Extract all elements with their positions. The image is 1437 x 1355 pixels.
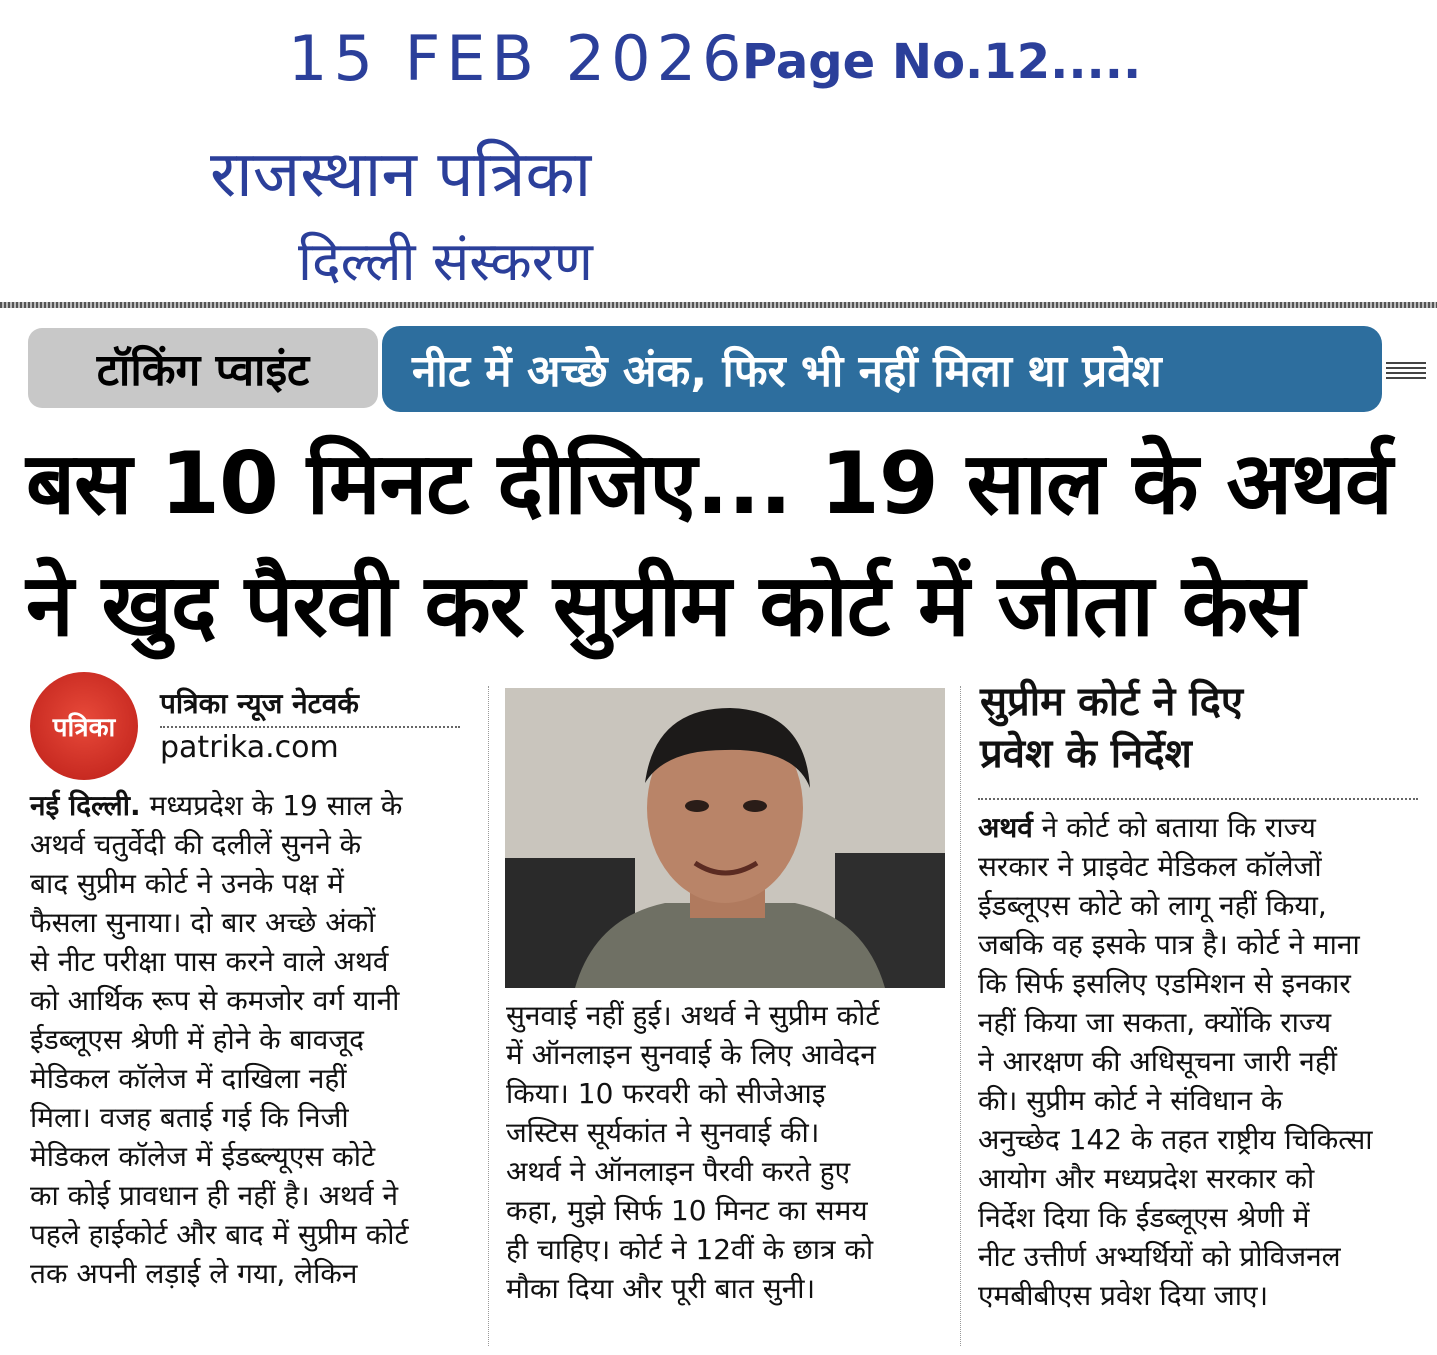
text-line: आयोग और मध्यप्रदेश सरकार को (978, 1162, 1315, 1195)
text-line: कि सिर्फ इसलिए एडमिशन से इनकार (978, 967, 1351, 1000)
portrait-photo (505, 688, 945, 988)
text-line: जबकि वह इसके पात्र है। कोर्ट ने माना (978, 928, 1360, 961)
patrika-logo (30, 672, 138, 780)
text-line: तक अपनी लड़ाई ले गया, लेकिन (30, 1257, 358, 1290)
text-line: पहले हाईकोर्ट और बाद में सुप्रीम कोर्ट (30, 1218, 409, 1251)
headline-line-1: बस 10 मिनट दीजिए... 19 साल के अथर्व (26, 434, 1392, 534)
stamp-date: 15 FEB 2026 (288, 22, 748, 95)
article-column-2 (506, 996, 946, 1308)
text-line: नीट उत्तीर्ण अभ्यर्थियों को प्रोविजनल (978, 1240, 1341, 1273)
topic-banner: नीट में अच्छे अंक, फिर भी नहीं मिला था प्रवेश (382, 326, 1382, 412)
text-line: सुनवाई नहीं हुई। अथर्व ने सुप्रीम कोर्ट (506, 999, 880, 1032)
portrait-illustration (505, 688, 945, 988)
text-line: ईडब्लूएस कोटे को लागू नहीं किया, (978, 889, 1327, 922)
text-line: अथर्व चतुर्वेदी की दलीलें सुनने के (30, 828, 362, 861)
subhead-divider (978, 798, 1418, 800)
article-column-1 (30, 786, 470, 1293)
stamp-edition: दिल्ली संस्करण (298, 230, 593, 293)
text-line: नहीं किया जा सकता, क्योंकि राज्य (978, 1006, 1332, 1039)
text-line: बाद सुप्रीम कोर्ट ने उनके पक्ष में (30, 867, 344, 900)
text-line: जस्टिस सूर्यकांत ने सुनवाई की। (506, 1116, 820, 1149)
byline-divider (160, 726, 460, 728)
text-line: से नीट परीक्षा पास करने वाले अथर्व (30, 945, 389, 978)
text-line: मौका दिया और पूरी बात सुनी। (506, 1272, 816, 1305)
text-line: ने आरक्षण की अधिसूचना जारी नहीं (978, 1045, 1337, 1078)
text-line: निर्देश दिया कि ईडब्लूएस श्रेणी में (978, 1201, 1310, 1234)
article-column-3 (978, 808, 1418, 1315)
subheadline-line-1: सुप्रीम कोर्ट ने दिए (980, 679, 1244, 725)
section-tag: टॉकिंग प्वाइंट (28, 328, 378, 408)
text-line: ईडब्लूएस श्रेणी में होने के बावजूद (30, 1023, 365, 1056)
text-line: मिला। वजह बताई गई कि निजी (30, 1101, 349, 1134)
text-line: फैसला सुनाया। दो बार अच्छे अंकों (30, 906, 376, 939)
text-line: अनुच्छेद 142 के तहत राष्ट्रीय चिकित्सा (978, 1123, 1373, 1156)
text-line: अथर्व ने ऑनलाइन पैरवी करते हुए (506, 1155, 851, 1188)
banner-decoration (1386, 362, 1426, 380)
text-line: सरकार ने प्राइवेट मेडिकल कॉलेजों (978, 850, 1322, 883)
lead-word: अथर्व (978, 811, 1033, 844)
text-line: में ऑनलाइन सुनवाई के लिए आवेदन (506, 1038, 876, 1071)
top-divider (0, 302, 1437, 308)
dateline: नई दिल्ली. (30, 789, 141, 822)
text-line: मेडिकल कॉलेज में ईडब्ल्यूएस कोटे (30, 1140, 376, 1173)
byline-site: patrika.com (160, 730, 339, 765)
text-line: एमबीबीएस प्रवेश दिया जाए। (978, 1279, 1269, 1312)
logo-text: पत्रिका (52, 713, 116, 743)
headline-line-2: ने खुद पैरवी कर सुप्रीम कोर्ट में जीता केस (26, 556, 1305, 656)
stamp-newspaper-name: राजस्थान पत्रिका (210, 138, 592, 212)
column-rule (488, 686, 489, 1346)
column-rule (960, 686, 961, 1346)
subheadline (980, 676, 1243, 780)
text-line: को आर्थिक रूप से कमजोर वर्ग यानी (30, 984, 400, 1017)
text-line: कहा, मुझे सिर्फ 10 मिनट का समय (506, 1194, 868, 1227)
text-line: का कोई प्रावधान ही नहीं है। अथर्व ने (30, 1179, 398, 1212)
byline-name: पत्रिका न्यूज नेटवर्क (160, 687, 359, 720)
text-line: की। सुप्रीम कोर्ट ने संविधान के (978, 1084, 1283, 1117)
text-line: मेडिकल कॉलेज में दाखिला नहीं (30, 1062, 347, 1095)
text-line: ने कोर्ट को बताया कि राज्य (1032, 811, 1316, 844)
text-line: मध्यप्रदेश के 19 साल के (140, 789, 403, 822)
text-line: ही चाहिए। कोर्ट ने 12वीं के छात्र को (506, 1233, 874, 1266)
text-line: किया। 10 फरवरी को सीजेआइ (506, 1077, 826, 1110)
subheadline-line-2: प्रवेश के निर्देश (980, 731, 1192, 777)
stamp-page-number: Page No.12..... (742, 34, 1142, 90)
